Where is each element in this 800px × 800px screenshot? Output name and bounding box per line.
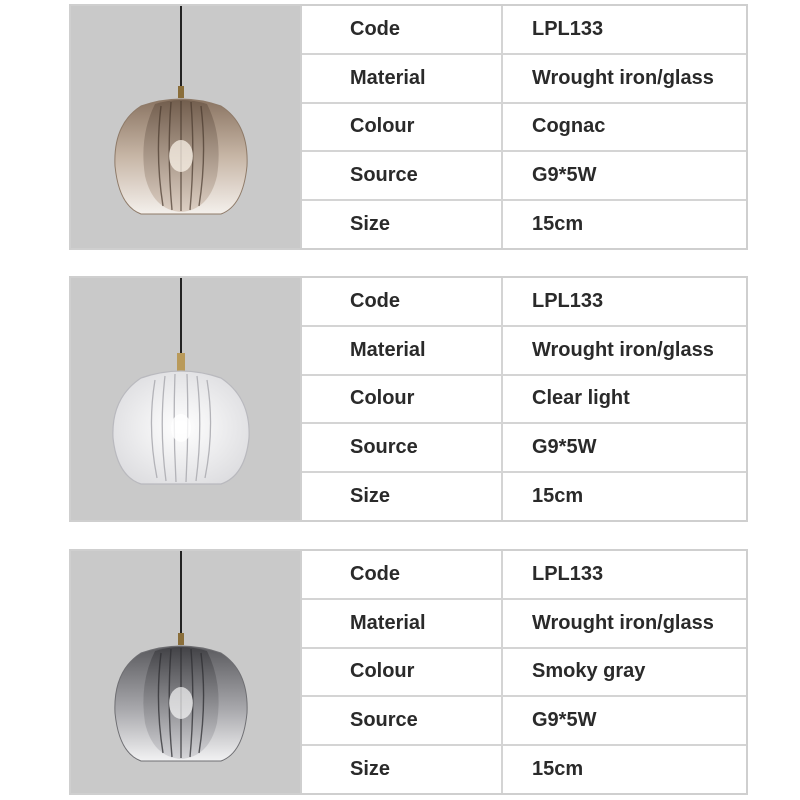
spec-key: Colour [302,649,503,696]
spec-value: LPL133 [532,562,604,585]
pendant-lamp-photo [71,551,300,793]
spec-table [300,278,746,520]
spec-row-colour [302,376,746,425]
spec-value: Smoky gray [532,660,646,683]
spec-key: Colour [302,376,503,423]
spec-row-size [302,473,746,520]
spec-value: LPL133 [532,289,604,312]
spec-key: Size [302,746,503,793]
spec-row-material [302,600,746,649]
pendant-lamp-cognac-image [71,6,300,248]
spec-value: 15cm [532,213,584,236]
pendant-lamp-photo [71,6,300,248]
spec-key: Size [302,473,503,520]
spec-row-size [302,746,746,793]
spec-row-code [302,551,746,600]
spec-row-colour [302,649,746,698]
spec-value: Wrought iron/glass [532,66,714,89]
spec-value: G9*5W [532,709,597,732]
spec-value: Clear light [532,387,630,410]
spec-value: 15cm [532,758,584,781]
spec-row-material [302,327,746,376]
spec-key: Material [302,55,503,102]
product-card-cognac [69,4,748,250]
spec-value: Wrought iron/glass [532,611,714,634]
spec-key: Material [302,327,503,374]
spec-row-source [302,152,746,201]
spec-key: Code [302,551,503,598]
spec-key: Colour [302,104,503,151]
pendant-lamp-smoky-image [71,551,300,793]
spec-row-source [302,424,746,473]
spec-value: G9*5W [532,164,597,187]
product-card-clear [69,276,748,522]
spec-row-code [302,6,746,55]
pendant-lamp-photo [71,278,300,520]
spec-row-colour [302,104,746,153]
spec-table [300,551,746,793]
spec-key: Source [302,697,503,744]
spec-value: 15cm [532,485,584,508]
spec-value: Cognac [532,115,606,138]
spec-row-material [302,55,746,104]
spec-key: Source [302,152,503,199]
product-card-smoky [69,549,748,795]
spec-key: Size [302,201,503,248]
spec-value: LPL133 [532,17,604,40]
spec-key: Material [302,600,503,647]
spec-value: Wrought iron/glass [532,338,714,361]
spec-value: G9*5W [532,436,597,459]
spec-key: Code [302,278,503,325]
spec-key: Source [302,424,503,471]
spec-row-source [302,697,746,746]
spec-row-size [302,201,746,248]
spec-table [300,6,746,248]
pendant-lamp-clear-image [71,278,300,520]
spec-key: Code [302,6,503,53]
spec-row-code [302,278,746,327]
